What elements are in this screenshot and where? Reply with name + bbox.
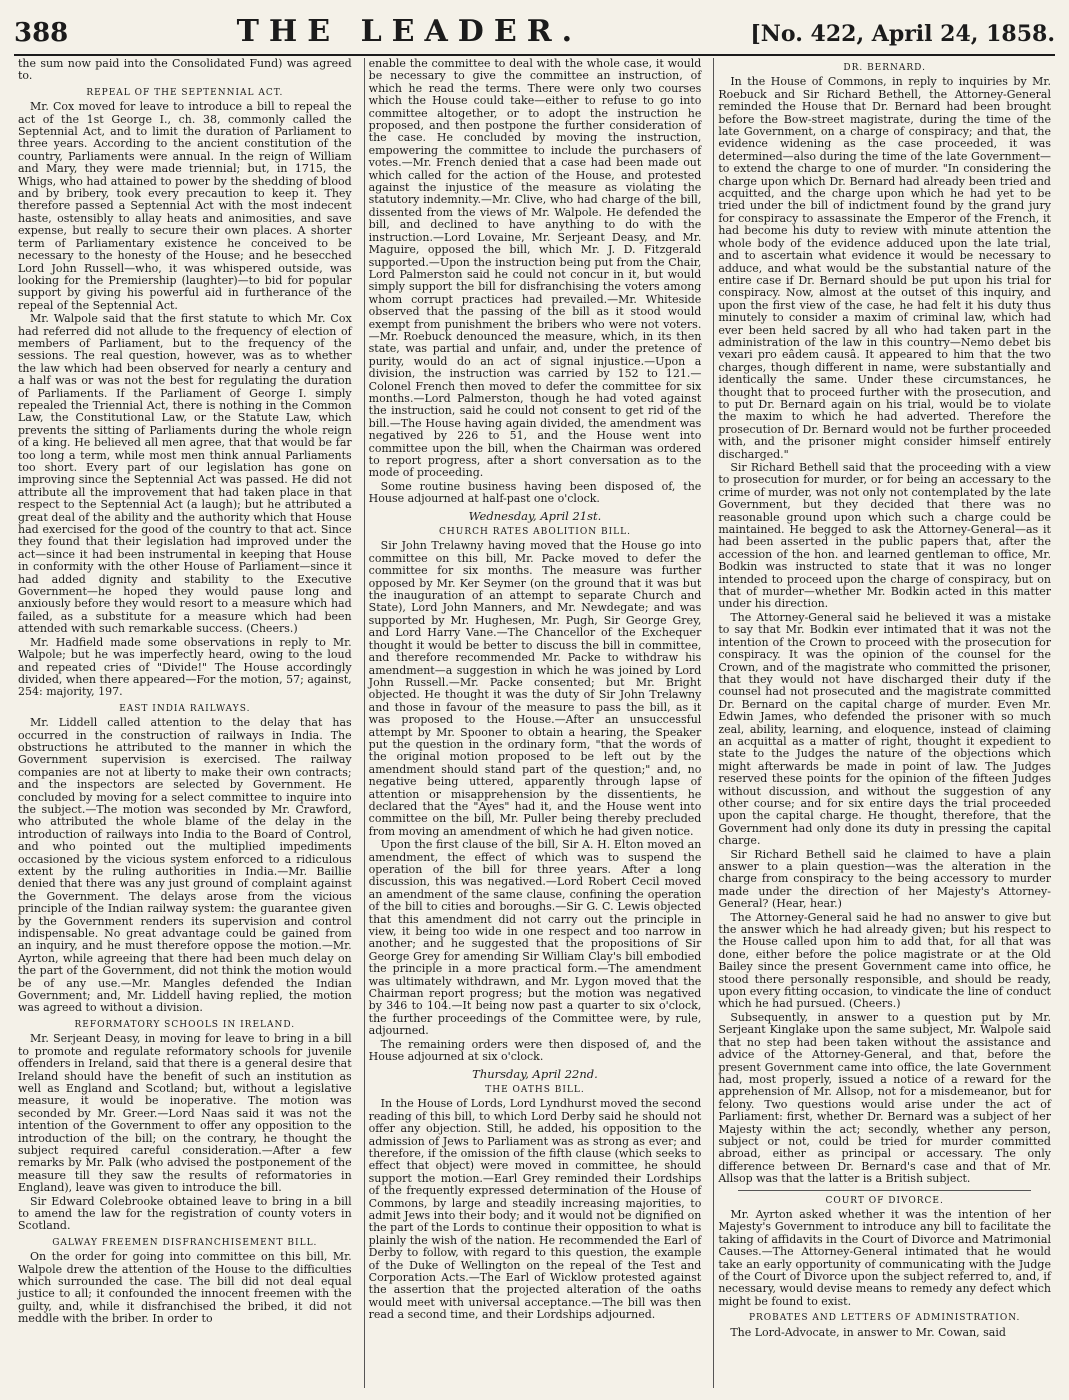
- dateline: Wednesday, April 21st.: [468, 508, 602, 523]
- paragraph: Mr. Serjeant Deasy, in moving for leave to bring in a bill to promote and regulate reformatory schools for juvenile offenders in Ireland, said that there is a general desire that Ireland should have the benefit of such an institution as well as England and Scotland; but, without a legislative measure, it would be inoperative. The motion was seconded by Mr. Greer.—Lord Naas said it was not the intention of the Government to offer any opposition to the introduction of the bill; on the contrary, he thought the subject required careful consideration.—After a few remarks by Mr. Palk (who advised the postponement of the measure till they saw the results of reformatories in England), leave was given to introduce the bill.: [18, 1032, 352, 1195]
- paragraph: Sir John Trelawny having moved that the House go into committee on this bill, Mr. Packe moved to defer the committee for six months. The measure was further opposed by Mr. Ker Seymer (on the ground that it was but the inauguration of an attempt to separate Church and State), Lord John Manners, and Mr. Newdegate; and was supported by Mr. Hughesen, Mr. Pugh, Sir George Grey, and Lord Harry Vane.—The Chancellor of the Exchequer thought it would be better to discuss the bill in committee, and therefore recommended Mr. Packe to withdraw his amendment—a suggestion in which he was joined by Lord John Russell.—Mr. Packe consented; but Mr. Bright objected. He thought it was the duty of Sir John Trelawny and those in favour of the measure to pass the bill, as it was proposed to the House.—After an unsuccessful attempt by Mr. Spooner to obtain a hearing, the Speaker put the question in the ordinary form, "that the words of the original motion proposed to be left out by the amendment should stand part of the question;" and, no negative being uttered, apparently through lapse of attention or misapprehension by the dissentients, he declared that the "Ayes" had it, and the House went into committee on the bill, Mr. Puller being thereby precluded from moving an amendment of which he had given notice.: [368, 539, 702, 838]
- article-columns: [14, 58, 1055, 1388]
- paragraph: The Lord-Advocate, in answer to Mr. Cowan, said: [730, 1325, 1006, 1339]
- paragraph: Sir Richard Bethell said he claimed to have a plain answer to a plain question—was the alteration in the charge from conspiracy to the being accessory to murder made under the direction of her Majesty's Attorney-General? (Hear, hear.): [718, 847, 1051, 911]
- issue-date: [No. 422, April 24, 1858.: [750, 21, 1055, 47]
- paragraph: In the House of Commons, in reply to inquiries by Mr. Roebuck and Sir Richard Bethell, the Attorney-General reminded the House that Dr. Bernard had been brought before the Bow-street magistrate, during the time of the late Government, on a charge of conspiracy; and that, the evidence widening as the case proceeded, it was determined—also during the time of the late Government—to extend the charge to one of murder. "In considering the charge upon which Dr. Bernard had already been tried and acquitted, and the charge upon which he had yet to be tried under the bill of indictment found by the grand jury for conspiracy to assassinate the Emperor of the French, it had become his duty to review with minute attention the whole body of the evidence adduced upon the late trial, and to ascertain what evidence it would be necessary to adduce, and what would be the substantial nature of the entire case if Dr. Bernard should be put upon his trial for conspiracy. Now, almost at the outset of this inquiry, and upon the first view of the case, he had felt it his duty thus minutely to consider a maxim of criminal law, which had ever been held sacred by all who had taken part in the administration of the law in this country—Nemo debet bis vexari pro eâdem causâ. It appeared to him that the two charges, though different in name, were substantially and identically the same. Under these circumstances, he thought that to proceed further with the prosecution, and to put Dr. Bernard again on his trial, would be to violate the maxim to which he had adverted. Therefore the prosecution of Dr. Bernard would not be further proceeded with, and the prisoner might consider himself entirely discharged.": [718, 75, 1051, 461]
- section-heading: THE OATHS BILL.: [485, 1084, 585, 1095]
- paragraph: Mr. Liddell called attention to the delay that has occurred in the construction of railways in India. The obstructions he attributed to the manner in which the Government supervision is exercised. The railway companies are not at liberty to make their own contracts; and the inspectors are selected by Government. He concluded by moving for a select committee to inquire into the subject.—The motion was seconded by Mr. Crawford, who attributed the whole blame of the delay in the introduction of railways into India to the Board of Control, and who pointed out the multiplied impediments occasioned by the vicious system enforced to a ridiculous extent by the ruling authorities in India.—Mr. Baillie denied that there was any just ground of complaint against the Government. The delays arose from the vicious principle of the Indian railway system: the guarantee given by the Government renders its supervision and control indispensable. No great advantage could be gained from an inquiry, and he must therefore oppose the motion.—Mr. Ayrton, while agreeing that there had been much delay on the part of the Government, did not think the motion would be of any use.—Mr. Mangles defended the Indian Government; and, Mr. Liddell having replied, the motion was agreed to without a division.: [18, 716, 352, 1015]
- paragraph: enable the committee to deal with the whole case, it would be necessary to give the committee an instruction, of which he read the terms. There were only two courses which the House could take—either to refuse to go into committee altogether, or to adopt the instruction he proposed, and then postpone the further consideration of the case. He concluded by moving the instruction, empowering the committee to include the purchasers of votes.—Mr. French denied that a case had been made out which called for the action of the House, and protested against the injustice of the measure as violating the statutory indemnity.—Mr. Clive, who had charge of the bill, dissented from the views of Mr. Walpole. He defended the bill, and declined to have anything to do with the instruction.—Lord Lovaine, Mr. Serjeant Deasy, and Mr. Maguire, opposed the bill, which Mr. J. D. Fitzgerald supported.—Upon the instruction being put from the Chair, Lord Palmerston said he could not concur in it, but would simply support the bill for disfranchising the voters among whom corrupt practices had prevailed.—Mr. Whiteside observed that the passing of the bill as it stood would exempt from punishment the bribers who were not voters.—Mr. Roebuck denounced the measure, which, in its then state, was partial and unfair, and, under the pretence of purity, would do an act of signal injustice.—Upon a division, the instruction was carried by 152 to 121.—Colonel French then moved to defer the committee for six months.—Lord Palmerston, though he had voted against the instruction, said he could not consent to get rid of the bill.—The House having again divided, the amendment was negatived by 226 to 51, and the House went into committee upon the bill, when the Chairman was ordered to report progress, after a short conversation as to the mode of proceeding.: [368, 58, 702, 480]
- page-number: 388: [14, 18, 69, 48]
- paragraph: The Attorney-General said he believed it was a mistake to say that Mr. Bodkin ever intimated that it was not the intention of the Crown to proceed with the prosecution for conspiracy. It was the opinion of the counsel for the Crown, and of the magistrate who committed the prisoner, that they would not have discharged their duty if the counsel had not prosecuted and the magistrate committed Dr. Bernard on the capital charge of murder. Even Mr. Edwin James, who defended the prisoner with so much zeal, ability, learning, and eloquence, instead of claiming an acquittal as a matter of right, thought it expedient to state to the Judges the nature of the objections which might afterwards be made in point of law. The Judges reserved these points for the opinion of the fifteen Judges without discussion, and without the suggestion of any other course; and for six entire days the trial proceeded upon the capital charge. He thought, therefore, that the Government had only done its duty in pressing the capital charge.: [718, 610, 1051, 848]
- newspaper-title: THE LEADER.: [236, 14, 583, 49]
- paragraph: Sir Edward Colebrooke obtained leave to bring in a bill to amend the law for the registration of county voters in Scotland.: [18, 1194, 352, 1233]
- section-heading: REPEAL OF THE SEPTENNIAL ACT.: [86, 87, 284, 98]
- section-heading: EAST INDIA RAILWAYS.: [119, 703, 251, 714]
- paragraph: Mr. Hadfield made some observations in reply to Mr. Walpole; but he was imperfectly heard, owing to the loud and repeated cries of "Divide!" The House accordingly divided, when there appeared—For the motion, 57; against, 254: majority, 197.: [18, 635, 352, 699]
- divider: [738, 1190, 1031, 1191]
- column-3: [713, 58, 1055, 1388]
- paragraph: Mr. Walpole said that the first statute to which Mr. Cox had referred did not allude to the frequency of election of members of Parliament, but to the frequency of the sessions. The real question, however, was as to whether the law which had been observed for nearly a century and a half was or was not the best for regulating the duration of Parliaments. If the Parliament of George I. simply repealed the Triennial Act, there is nothing in the Common Law, the Constitutional Law, or the Statute Law, which prevents the sitting of Parliaments during the whole reign of a king. He believed all men agree, that that would be far too long a term, while most men think annual Parliaments too short. Every part of our legislation has gone on improving since the Septennial Act was passed. He did not attribute all the improvement that had taken place in that respect to the Septennial Act (a laugh); but he attributed a great deal of the ability and the authority which that House had exercised for the good of the country to that act. Since they found that their legislation had improved under the act—since it had been instrumental in keeping that House in conformity with the other House of Parliament—since it had added dignity and stability to the Executive Government—he hoped they would pause long and anxiously before they would resort to a measure which had failed, as a substitute for a measure which had been attended with such remarkable success. (Cheers.): [18, 312, 352, 636]
- paragraph: Mr. Ayrton asked whether it was the intention of her Majesty's Government to introduce any bill to facilitate the taking of affidavits in the Court of Divorce and Matrimonial Causes.—The Attorney-General intimated that he would take an early opportunity of communicating with the Judge of the Court of Divorce upon the subject referred to, and, if necessary, would devise means to remedy any defect which might be found to exist.: [718, 1207, 1051, 1308]
- paragraph: Sir Richard Bethell said that the proceeding with a view to prosecution for murder, or for being an accessary to the crime of murder, was not only not contemplated by the late Government, but they decided that there was no reasonable ground upon which such a charge could be maintained. He begged to ask the Attorney-General—as it had been asserted in the public papers that, after the accession of the hon. and learned gentleman to office, Mr. Bodkin was instructed to state that it was no longer intended to proceed upon the charge of conspiracy, but on that of murder—whether Mr. Bodkin acted in this matter under his direction.: [718, 461, 1051, 611]
- paragraph: Subsequently, in answer to a question put by Mr. Serjeant Kinglake upon the same subject, Mr. Walpole said that no step had been taken without the assistance and advice of the Attorney-General, and that, before the present Government came into office, the late Government had, most properly, issued a notice of a reward for the apprehension of Mr. Allsop, not for a misdemeanor, but for felony. Two questions would arise under the act of Parliament: first, whether Dr. Bernard was a subject of her Majesty within the act; secondly, whether any person, subject or not, could be tried for murder committed abroad, either as principal or accessary. The only difference between Dr. Bernard's case and that of Mr. Allsop was that the latter is a British subject.: [718, 1010, 1051, 1186]
- paragraph: In the House of Lords, Lord Lyndhurst moved the second reading of this bill, to which Lord Derby said he should not offer any objection. Still, he added, his opposition to the admission of Jews to Parliament was as strong as ever; and therefore, if the omission of the fifth clause (which seeks to effect that object) were moved in committee, he should support the motion.—Earl Grey reminded their Lordships of the frequently expressed determination of the House of Commons, by large and steadily increasing majorities, to admit Jews into their body; and it would not be dignified on the part of the Lords to continue their opposition to what is plainly the wish of the nation. He recommended the Earl of Derby to follow, with regard to this question, the example of the Duke of Wellington on the repeal of the Test and Corporation Acts.—The Earl of Wicklow protested against the assertion that the projected alteration of the oaths would meet with universal acceptance.—The bill was then read a second time, and their Lordships adjourned.: [368, 1097, 702, 1322]
- paragraph: Upon the first clause of the bill, Sir A. H. Elton moved an amendment, the effect of which was to suspend the operation of the bill for three years. After a long discussion, this was negatived.—Lord Robert Cecil moved an amendment of the same clause, confining the operation of the bill to cities and boroughs.—Sir G. C. Lewis objected that this amendment did not carry out the principle in view, it being too wide in one respect and too narrow in another; and he suggested that the propositions of Sir George Grey for amending Sir William Clay's bill embodied the principle in a more practical form.—The amendment was ultimately withdrawn, and Mr. Lygon moved that the Chairman report progress; but the motion was negatived by 346 to 104.—It being now past a quarter to six o'clock, the further proceedings of the Committee were, by rule, adjourned.: [368, 838, 702, 1038]
- paragraph: Mr. Cox moved for leave to introduce a bill to repeal the act of the 1st George I., ch. 38, commonly called the Septennial Act, and to limit the duration of Parliament to three years. According to the ancient constitution of the country, Parliaments were annual. In the reign of William and Mary, they were made triennial; but, in 1715, the Whigs, who had attained to power by the shedding of blood and by bribery, took every precaution to keep it. They therefore passed a Septennial Act with the most indecent haste, ostensibly to allay heats and animosities, and save expense, but really to secure their own places. A shorter term of Parliamentary existence he conceived to be necessary to the honesty of the House; and he besecched Lord John Russell—who, it was whispered outside, was looking for the Premiership (laughter)—to bid for popular support by giving his powerful aid in furtherance of the repeal of the Septennial Act.: [18, 100, 352, 312]
- masthead: [14, 14, 1055, 56]
- dateline: Thursday, April 22nd.: [472, 1066, 598, 1081]
- section-heading: CHURCH RATES ABOLITION BILL.: [439, 527, 631, 538]
- paragraph: the sum now paid into the Consolidated Fund) was agreed to.: [18, 58, 352, 83]
- paragraph: On the order for going into committee on this bill, Mr. Walpole drew the attention of the House to the difficulties which surrounded the case. The bill did not deal equal justice to all; it confounded the innocent freemen with the guilty, and, while it disfranchised the bribed, it did not meddle with the briber. In order to: [18, 1250, 352, 1326]
- column-1: [14, 58, 356, 1388]
- section-heading: PROBATES AND LETTERS OF ADMINISTRATION.: [748, 1313, 1021, 1324]
- section-heading: REFORMATORY SCHOOLS IN IRELAND.: [74, 1019, 296, 1030]
- section-heading: COURT OF DIVORCE.: [825, 1195, 944, 1206]
- paragraph: Some routine business having been disposed of, the House adjourned at half-past one o'clock.: [368, 479, 702, 506]
- paragraph: The remaining orders were then disposed of, and the House adjourned at six o'clock.: [368, 1037, 702, 1064]
- section-heading: GALWAY FREEMEN DISFRANCHISEMENT BILL.: [52, 1237, 318, 1248]
- section-heading: DR. BERNARD.: [843, 63, 926, 73]
- column-2: [364, 58, 706, 1388]
- paragraph: The Attorney-General said he had no answer to give but the answer which he had already given; but his respect to the House called upon him to add that, for all that was done, either before the police magistrate or at the Old Bailey since the present Government came into office, he stood there personally responsible, and should be ready, upon every fitting occasion, to vindicate the line of conduct which he had pursued. (Cheers.): [718, 910, 1051, 1011]
